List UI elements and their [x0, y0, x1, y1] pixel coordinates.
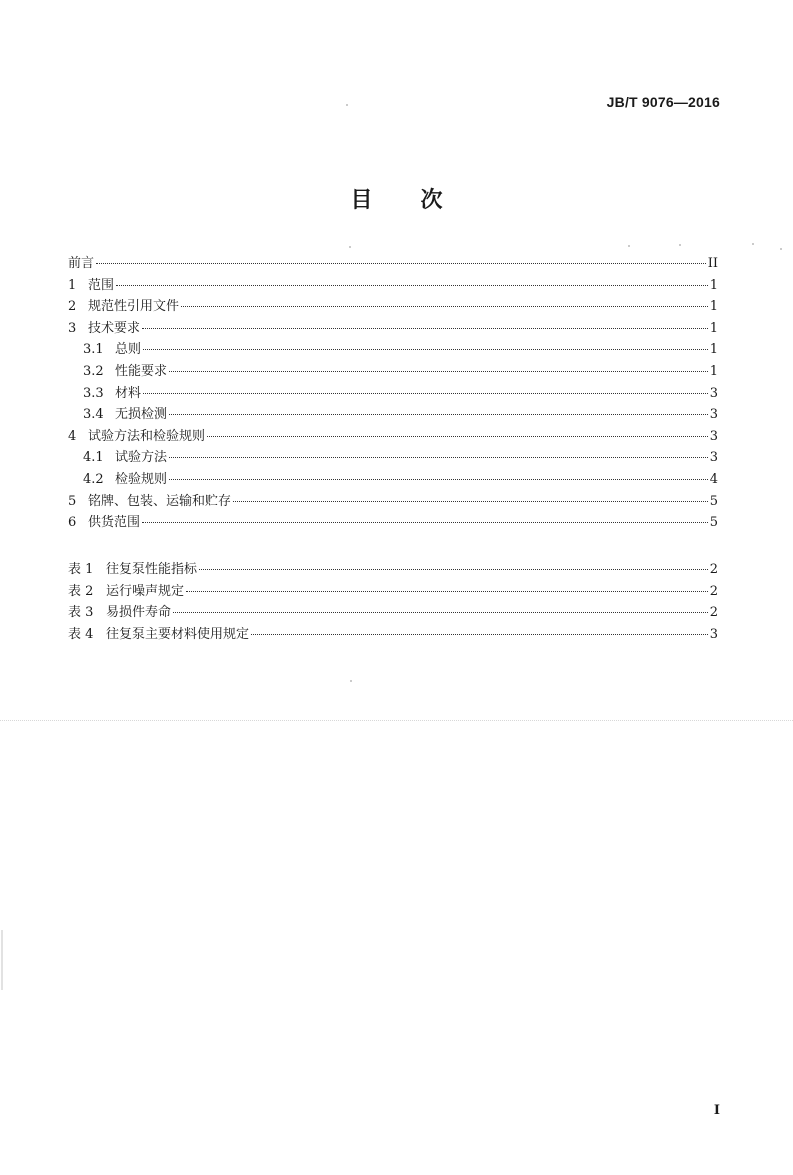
entry-number: 4.2 — [83, 471, 104, 487]
toc-entry[interactable] — [68, 360, 718, 382]
dot-leader — [142, 522, 708, 523]
entry-number: 5 — [68, 493, 77, 509]
dot-leader — [207, 436, 708, 437]
dot-leader — [186, 591, 708, 592]
toc-entry[interactable] — [68, 511, 718, 533]
scan-speck — [628, 245, 630, 247]
table-list — [68, 558, 718, 644]
title-char-1: 目 — [350, 187, 373, 213]
entry-page: 3 — [709, 385, 718, 401]
entry-number: 3.4 — [83, 407, 104, 423]
toc-entry[interactable] — [68, 338, 718, 360]
entry-number: 表 2 — [68, 583, 94, 599]
entry-label: 总则 — [115, 342, 142, 358]
entry-page: 1 — [709, 342, 718, 358]
dot-leader — [116, 285, 708, 286]
entry-label: 材料 — [115, 385, 142, 401]
toc-list — [68, 252, 718, 533]
entry-label: 规范性引用文件 — [88, 299, 180, 315]
entry-label: 供货范围 — [88, 515, 141, 531]
toc-entry[interactable] — [68, 403, 718, 425]
entry-label: 运行噪声规定 — [106, 583, 185, 599]
entry-label: 试验方法 — [115, 450, 168, 466]
entry-number: 3.3 — [83, 385, 104, 401]
entry-page: 3 — [709, 407, 718, 423]
entry-label: 试验方法和检验规则 — [88, 428, 206, 444]
page-number: I — [713, 1103, 720, 1118]
dot-leader — [143, 349, 708, 350]
entry-number: 3.1 — [83, 342, 104, 358]
toc-entry[interactable] — [68, 446, 718, 468]
entry-label: 铭牌、包装、运输和贮存 — [88, 493, 232, 509]
dot-leader — [169, 457, 708, 458]
entry-page: 3 — [709, 428, 718, 444]
toc-entry[interactable] — [68, 274, 718, 296]
entry-number: 4 — [68, 428, 77, 444]
toc-entry[interactable] — [68, 601, 718, 623]
dot-leader — [181, 306, 708, 307]
entry-label: 检验规则 — [115, 471, 168, 487]
dot-leader — [142, 328, 708, 329]
entry-page: 4 — [709, 471, 718, 487]
toc-entry[interactable] — [68, 425, 718, 447]
entry-page: 2 — [709, 605, 718, 621]
entry-page: 1 — [709, 299, 718, 315]
entry-label: 往复泵性能指标 — [106, 562, 198, 577]
scan-divider — [0, 720, 793, 721]
entry-number: 6 — [68, 515, 77, 531]
entry-page: 5 — [709, 515, 718, 531]
dot-leader — [169, 414, 708, 415]
toc-entry[interactable] — [68, 295, 718, 317]
scan-speck — [752, 243, 754, 245]
entry-page: 2 — [709, 562, 718, 577]
scan-speck — [780, 248, 782, 250]
entry-number: 表 3 — [68, 605, 94, 621]
dot-leader — [96, 263, 706, 264]
entry-label: 技术要求 — [88, 320, 141, 336]
entry-page: 3 — [709, 626, 718, 642]
dot-leader — [143, 393, 708, 394]
scan-speck — [1, 930, 3, 990]
entry-number: 1 — [68, 277, 77, 293]
toc-entry[interactable] — [68, 468, 718, 490]
dot-leader — [169, 371, 708, 372]
entry-label: 性能要求 — [115, 363, 168, 379]
toc-entry[interactable] — [68, 382, 718, 404]
toc-entry[interactable] — [68, 558, 718, 580]
entry-page: 1 — [709, 363, 718, 379]
toc-entry[interactable] — [68, 317, 718, 339]
standard-code: JB/T 9076—2016 — [606, 94, 720, 110]
entry-label: 范围 — [88, 277, 115, 293]
entry-page: 5 — [709, 493, 718, 509]
entry-number: 3 — [68, 320, 77, 336]
entry-page: 2 — [709, 583, 718, 599]
scan-speck — [346, 104, 348, 106]
scan-speck — [350, 680, 352, 682]
entry-label: 无损检测 — [115, 407, 168, 423]
toc-entry[interactable] — [68, 580, 718, 602]
toc-entry[interactable] — [68, 490, 718, 512]
title-char-2: 次 — [420, 187, 443, 213]
dot-leader — [173, 612, 708, 613]
dot-leader — [251, 634, 708, 635]
entry-page: 1 — [709, 277, 718, 293]
dot-leader — [233, 501, 708, 502]
entry-page: 1 — [709, 320, 718, 336]
entry-number: 表 4 — [68, 626, 94, 642]
entry-label: 往复泵主要材料使用规定 — [106, 626, 250, 642]
entry-label: 易损件寿命 — [106, 605, 172, 621]
entry-number: 2 — [68, 299, 77, 315]
scan-speck — [349, 246, 351, 248]
entry-page: 3 — [709, 450, 718, 466]
dot-leader — [169, 479, 708, 480]
entry-number: 3.2 — [83, 363, 104, 379]
entry-label: 前言 — [68, 256, 95, 271]
toc-entry[interactable] — [68, 252, 718, 274]
page-title — [0, 183, 793, 214]
dot-leader — [199, 569, 708, 570]
entry-number: 4.1 — [83, 450, 104, 466]
entry-number: 表 1 — [68, 562, 94, 577]
toc-entry[interactable] — [68, 623, 718, 645]
entry-page: II — [707, 256, 718, 271]
scan-speck — [679, 244, 681, 246]
